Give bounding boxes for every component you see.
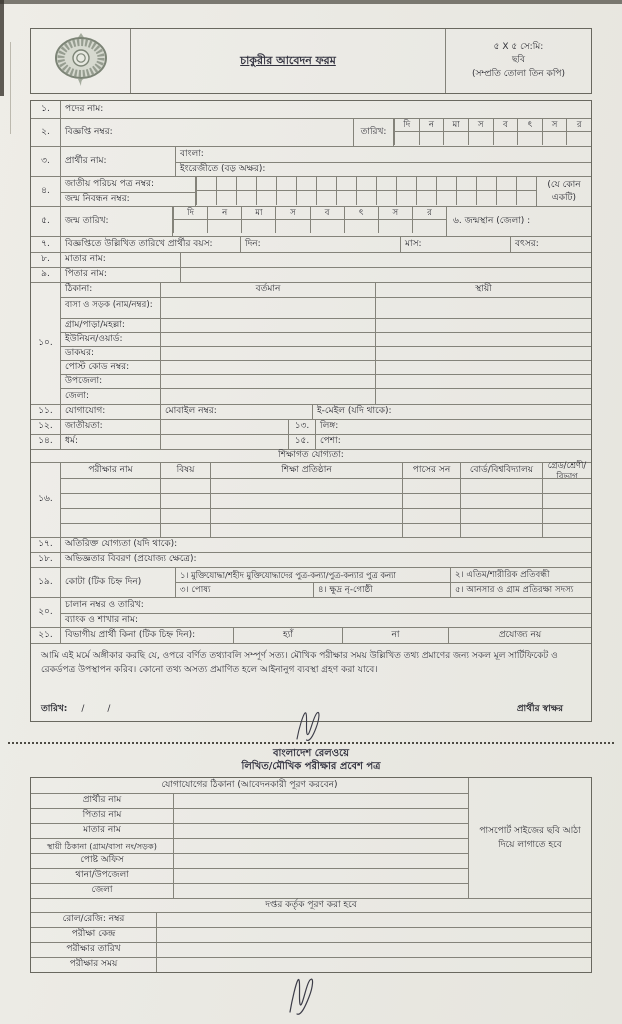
digit-box bbox=[396, 177, 416, 191]
digit-box bbox=[356, 191, 376, 205]
education-cell bbox=[61, 479, 161, 493]
education-cell bbox=[211, 524, 403, 537]
office-row bbox=[31, 957, 591, 972]
passport-photo-instruction: পাসপোর্ট সাইজের ছবি আঠা দিয়ে লাগাতে হবে bbox=[468, 778, 591, 898]
education-cell bbox=[461, 524, 543, 537]
row-number: ৯. bbox=[31, 268, 61, 282]
row-number: ৮. bbox=[31, 253, 61, 267]
row-extra-qualification bbox=[31, 537, 591, 552]
age-months-label: মাস: bbox=[401, 237, 511, 252]
column-header: বিষয় bbox=[161, 463, 211, 478]
experience-label: অভিজ্ঞতার বিবরণ (প্রযোজ্য ক্ষেত্রে): bbox=[65, 554, 197, 565]
digit-box bbox=[456, 177, 476, 191]
education-cell bbox=[543, 524, 591, 537]
gender-label: লিঙ্গ: bbox=[320, 421, 339, 432]
cut-line-separator bbox=[8, 742, 614, 744]
applicant-name-label: প্রার্থীর নাম: bbox=[61, 147, 176, 176]
contact-label: যোগাযোগ: bbox=[61, 405, 161, 419]
admit-card-table bbox=[30, 777, 592, 973]
extra-qualification-label: অতিরিক্ত যোগ্যতা (যদি থাকে): bbox=[65, 539, 178, 550]
date-letter-box: ৎ bbox=[344, 207, 378, 220]
digit-box bbox=[256, 191, 276, 205]
page-title: চাকুরীর আবেদন ফরম bbox=[240, 54, 336, 68]
row-number: ১৪. bbox=[31, 435, 61, 449]
logo-cell bbox=[31, 29, 131, 93]
education-cell bbox=[403, 509, 461, 523]
address-row-label: পোস্ট কোড নম্বর: bbox=[61, 361, 161, 374]
option-no: না bbox=[343, 628, 449, 643]
row-applicant-name bbox=[31, 146, 591, 176]
row-contact bbox=[31, 404, 591, 419]
education-cell bbox=[543, 479, 591, 493]
row-quota bbox=[31, 567, 591, 597]
address-row-label: গ্রাম/পাড়া/মহল্লা: bbox=[61, 319, 161, 332]
religion-field bbox=[161, 435, 289, 449]
date-letter-grid bbox=[394, 119, 591, 146]
profession-label: পেশা: bbox=[320, 436, 341, 447]
quota-option-4: ৪। ক্ষুদ্র নৃ-গোষ্ঠী bbox=[314, 583, 451, 598]
row-nationality bbox=[31, 419, 591, 434]
quota-option-row bbox=[176, 582, 591, 598]
education-cell bbox=[161, 479, 211, 493]
education-row bbox=[61, 478, 591, 493]
mother-name-label: মাতার নাম: bbox=[61, 253, 181, 267]
row-number: ১৭. bbox=[31, 538, 61, 552]
row-number: ৫. bbox=[31, 207, 61, 236]
row-circular-number bbox=[31, 118, 591, 146]
contact-section-header: যোগাযোগের ঠিকানা (আবেদনকারী পূরণ করবেন) bbox=[161, 779, 338, 790]
row-nid-birthreg bbox=[31, 176, 591, 206]
contact-row-label: প্রার্থীর নাম bbox=[31, 794, 174, 808]
office-field bbox=[157, 943, 591, 957]
present-field bbox=[161, 389, 376, 404]
birthdate-grid bbox=[173, 207, 446, 236]
digit-box bbox=[276, 177, 296, 191]
row-number: ১৬. bbox=[31, 463, 61, 537]
permanent-field bbox=[376, 389, 591, 404]
applicant-signature-label: প্রার্থীর স্বাক্ষর bbox=[516, 703, 563, 714]
education-row bbox=[61, 523, 591, 537]
date-letter-box: র bbox=[412, 207, 446, 220]
mobile-label: মোবাইল নম্বর: bbox=[161, 405, 313, 419]
row-number: ১. bbox=[31, 101, 61, 118]
contact-field bbox=[174, 794, 468, 808]
digit-box bbox=[416, 177, 436, 191]
contact-left bbox=[31, 778, 468, 898]
application-form-table bbox=[30, 100, 592, 722]
column-header: শিক্ষা প্রতিষ্ঠান bbox=[211, 463, 403, 478]
photo-size: ৫ X ৫ সে:মি: bbox=[493, 42, 544, 53]
name-english-label: ইংরেজীতে (বড় অক্ষর): bbox=[176, 162, 591, 176]
contact-section bbox=[31, 778, 591, 898]
education-cell bbox=[403, 494, 461, 508]
date-letter-box: দি bbox=[173, 207, 207, 220]
address-row-label: জেলা: bbox=[61, 389, 161, 404]
row-address bbox=[31, 282, 591, 404]
date-letter-box: মা bbox=[443, 119, 468, 132]
digit-box bbox=[496, 177, 516, 191]
office-row-label: পরীক্ষার সময় bbox=[31, 958, 157, 972]
date-entry-box bbox=[173, 220, 207, 233]
father-name-label: পিতার নাম: bbox=[61, 268, 181, 282]
digit-box bbox=[436, 177, 456, 191]
contact-row-label: জেলা bbox=[31, 884, 174, 898]
organization-name: বাংলাদেশ রেলওয়ে bbox=[272, 748, 350, 759]
digit-box bbox=[356, 177, 376, 191]
contact-row bbox=[31, 868, 468, 883]
column-header: পরীক্ষার নাম bbox=[61, 463, 161, 478]
present-field bbox=[161, 375, 376, 388]
circular-number-label: বিজ্ঞপ্তি নম্বর: bbox=[61, 119, 354, 146]
email-label: ই-মেইল (যদি থাকে): bbox=[317, 406, 392, 417]
row-father-name bbox=[31, 267, 591, 282]
row-post-name bbox=[31, 101, 591, 118]
office-row-label: পরীক্ষা কেন্দ্র bbox=[31, 928, 157, 942]
contact-row-label: থানা/উপজেলা bbox=[31, 869, 174, 883]
digit-box bbox=[336, 191, 356, 205]
age-label: বিজ্ঞপ্তিতে উল্লিখিত তারিখে প্রার্থীর বয়স: bbox=[61, 237, 241, 252]
contact-row bbox=[31, 793, 468, 808]
contact-row bbox=[31, 883, 468, 898]
date-label: তারিখ: bbox=[41, 703, 68, 714]
digit-box bbox=[316, 177, 336, 191]
option-not-applicable: প্রযোজ্য নয় bbox=[498, 629, 542, 640]
education-cell bbox=[461, 509, 543, 523]
date-letter-box: র bbox=[566, 119, 591, 132]
date-entry-box bbox=[310, 220, 344, 233]
office-field bbox=[157, 913, 591, 927]
contact-field bbox=[174, 884, 468, 898]
digit-box bbox=[196, 191, 216, 205]
digit-box bbox=[316, 191, 336, 205]
row-religion bbox=[31, 434, 591, 449]
contact-field bbox=[174, 854, 468, 868]
address-row bbox=[61, 332, 591, 346]
education-cell bbox=[161, 509, 211, 523]
nationality-field bbox=[161, 420, 289, 434]
date-slashes: / / bbox=[81, 703, 111, 714]
education-cell bbox=[211, 494, 403, 508]
permanent-field bbox=[376, 375, 591, 388]
office-field bbox=[157, 958, 591, 972]
education-cell bbox=[543, 494, 591, 508]
row-number: ১৯. bbox=[31, 568, 61, 597]
row-number: ২০. bbox=[31, 598, 61, 627]
father-name-field bbox=[181, 268, 591, 282]
permanent-field bbox=[376, 319, 591, 332]
age-years-label: বৎসর: bbox=[515, 238, 539, 249]
office-row bbox=[31, 942, 591, 957]
date-letter-box: স bbox=[275, 207, 309, 220]
row-number: ১৫. bbox=[289, 435, 316, 449]
education-cell bbox=[161, 524, 211, 537]
address-block bbox=[61, 283, 591, 404]
date-letter-box: স bbox=[378, 207, 412, 220]
digit-box bbox=[276, 191, 296, 205]
photo-instruction-box bbox=[445, 29, 591, 93]
contact-row bbox=[31, 838, 468, 853]
date-entry-box bbox=[443, 132, 468, 145]
present-field bbox=[161, 298, 376, 318]
office-row bbox=[31, 912, 591, 927]
date-entry-box bbox=[275, 220, 309, 233]
digit-box bbox=[256, 177, 276, 191]
digit-box bbox=[236, 191, 256, 205]
permanent-field bbox=[376, 333, 591, 346]
address-row-label: ডাকঘর: bbox=[61, 347, 161, 360]
row-number: ৪. bbox=[31, 177, 61, 206]
name-entry-area bbox=[176, 147, 591, 176]
contact-row-label: মাতার নাম bbox=[31, 824, 174, 838]
signature-mark bbox=[294, 710, 324, 742]
bank-branch-label: ব্যাংক ও শাখার নাম: bbox=[61, 613, 591, 627]
date-letter-box: মা bbox=[241, 207, 275, 220]
digit-box bbox=[436, 191, 456, 205]
challan-number-label: চালান নম্বর ও তারিখ: bbox=[65, 599, 144, 610]
education-cell bbox=[161, 494, 211, 508]
row-birthdate bbox=[31, 206, 591, 236]
permanent-field bbox=[376, 361, 591, 374]
education-row bbox=[61, 508, 591, 523]
education-cell bbox=[403, 524, 461, 537]
birthplace-label: ৬. জন্মস্থান (জেলা) : bbox=[446, 207, 591, 236]
row-number: ৩. bbox=[31, 147, 61, 176]
id-labels bbox=[61, 177, 196, 206]
digit-box bbox=[236, 177, 256, 191]
date-letter-box: ন bbox=[207, 207, 241, 220]
digit-box bbox=[456, 191, 476, 205]
date-letter-box: ব bbox=[310, 207, 344, 220]
date-letter-box: ৎ bbox=[517, 119, 542, 132]
departmental-label: বিভাগীয় প্রার্থী কিনা (টিক চিহ্ন দিন): bbox=[61, 628, 234, 643]
railway-emblem-icon bbox=[50, 32, 112, 90]
digit-box bbox=[496, 191, 516, 205]
contact-row-label: স্থায়ী ঠিকানা (গ্রাম/বাসা নং/সড়ক) bbox=[31, 839, 174, 853]
birthreg-label: জন্ম নিবন্ধন নম্বর: bbox=[61, 192, 195, 206]
row-number: ১০. bbox=[31, 283, 61, 404]
date-entry-box bbox=[493, 132, 518, 145]
post-name-label: পদের নাম: bbox=[65, 103, 104, 114]
column-header: বোর্ড/বিশ্ববিদ্যালয় bbox=[461, 463, 543, 478]
contact-row bbox=[31, 853, 468, 868]
date-entry-box bbox=[566, 132, 591, 145]
digit-box bbox=[516, 191, 536, 205]
address-row bbox=[61, 318, 591, 332]
quota-option-5: ৫। আনসার ও গ্রাম প্রতিরক্ষা সদস্য bbox=[455, 585, 574, 596]
row-number: ১৮. bbox=[31, 553, 61, 567]
date-entry-box bbox=[394, 132, 419, 145]
row-education bbox=[31, 462, 591, 537]
education-row bbox=[61, 493, 591, 508]
date-entry-box bbox=[241, 220, 275, 233]
row-number: ২. bbox=[31, 119, 61, 146]
digit-box bbox=[296, 177, 316, 191]
present-field bbox=[161, 361, 376, 374]
signature-mark bbox=[286, 976, 320, 1018]
row-experience bbox=[31, 552, 591, 567]
address-row-label: ইউনিয়ন/ওয়ার্ড: bbox=[61, 333, 161, 346]
option-yes: হ্যাঁ bbox=[234, 628, 343, 643]
contact-field bbox=[174, 839, 468, 853]
row-number: ১১. bbox=[31, 405, 61, 419]
date-letter-box: ব bbox=[493, 119, 518, 132]
date-entry-box bbox=[517, 132, 542, 145]
row-number: ১২. bbox=[31, 420, 61, 434]
office-row-label: পরীক্ষার তারিখ bbox=[31, 943, 157, 957]
office-field bbox=[157, 928, 591, 942]
photo-word: ছবি bbox=[511, 55, 526, 66]
scan-fold-line bbox=[10, 42, 11, 134]
column-header: পাসের সন bbox=[403, 463, 461, 478]
date-entry-box bbox=[542, 132, 567, 145]
contact-row bbox=[31, 823, 468, 838]
contact-field bbox=[174, 869, 468, 883]
religion-label: ধর্ম: bbox=[61, 435, 161, 449]
contact-field bbox=[174, 809, 468, 823]
address-row bbox=[61, 297, 591, 318]
education-cell bbox=[543, 509, 591, 523]
address-header bbox=[61, 283, 591, 297]
digit-box bbox=[196, 177, 216, 191]
row-mother-name bbox=[31, 252, 591, 267]
education-cell bbox=[61, 509, 161, 523]
date-entry-box bbox=[344, 220, 378, 233]
date-entry-box bbox=[412, 220, 446, 233]
education-section-title: শিক্ষাগত যোগ্যতা: bbox=[31, 449, 591, 462]
address-row bbox=[61, 388, 591, 404]
education-cell bbox=[211, 509, 403, 523]
permanent-field bbox=[376, 298, 591, 318]
date-entry-box bbox=[419, 132, 444, 145]
contact-row-label: পিতার নাম bbox=[31, 809, 174, 823]
row-age bbox=[31, 236, 591, 252]
digit-box bbox=[516, 177, 536, 191]
quota-options bbox=[176, 568, 591, 597]
date-entry-box bbox=[378, 220, 412, 233]
education-cell bbox=[211, 479, 403, 493]
address-row-label: উপজেলা: bbox=[61, 375, 161, 388]
date-entry-box bbox=[207, 220, 241, 233]
digit-box bbox=[336, 177, 356, 191]
quota-option-3: ৩। পোষ্য bbox=[176, 583, 314, 598]
date-letter-box: দি bbox=[394, 119, 419, 132]
admit-card-title: লিখিত/মৌখিক পরীক্ষার প্রবেশ পত্র bbox=[241, 761, 381, 772]
date-letter-box: ন bbox=[419, 119, 444, 132]
office-row-label: রোল/রেজি: নম্বর bbox=[31, 913, 157, 927]
column-header: গ্রেড/শ্রেণী/বিভাগ bbox=[547, 460, 587, 481]
permanent-field bbox=[376, 347, 591, 360]
form-header bbox=[30, 28, 592, 94]
education-cell bbox=[461, 494, 543, 508]
education-header-row bbox=[61, 460, 591, 481]
quota-label: কোটা (টিক চিহ্ন দিন) bbox=[61, 568, 176, 597]
scan-edge-artifact bbox=[0, 0, 4, 96]
contact-row bbox=[31, 808, 468, 823]
education-cell bbox=[61, 524, 161, 537]
name-bangla-label: বাংলা: bbox=[180, 148, 204, 159]
present-column-header: বর্তমান bbox=[161, 283, 376, 297]
address-row bbox=[61, 360, 591, 374]
digit-box bbox=[216, 191, 236, 205]
contact-field bbox=[174, 824, 468, 838]
photo-copies: (সম্প্রতি তোলা তিন কপি) bbox=[471, 68, 566, 79]
date-letter-box: স bbox=[468, 119, 493, 132]
education-cell bbox=[403, 479, 461, 493]
address-row bbox=[61, 374, 591, 388]
present-field bbox=[161, 319, 376, 332]
address-row bbox=[61, 346, 591, 360]
digit-box bbox=[396, 191, 416, 205]
quota-option-1: ১। মুক্তিযোদ্ধা/শহীদ মুক্তিযোদ্ধাদের পুত্র-কন্যা/পুত্র-কন্যার পুত্র কন্যা bbox=[176, 568, 451, 582]
education-table bbox=[61, 460, 591, 537]
mother-name-field bbox=[181, 253, 591, 267]
row-challan bbox=[31, 597, 591, 627]
scan-edge-artifact bbox=[0, 0, 622, 4]
digit-box bbox=[376, 191, 396, 205]
quota-option-row bbox=[176, 568, 591, 582]
title-cell bbox=[131, 29, 445, 93]
office-section-header: দপ্তর কর্তৃক পূরণ করা হবে bbox=[31, 898, 591, 912]
row-number: ২১. bbox=[31, 628, 61, 643]
education-cell bbox=[461, 479, 543, 493]
date-letter-box: স bbox=[542, 119, 567, 132]
age-days-label: দিন: bbox=[241, 237, 401, 252]
permanent-column-header: স্থায়ী bbox=[475, 284, 492, 295]
date-entry-box bbox=[468, 132, 493, 145]
birthdate-label: জন্ম তারিখ: bbox=[61, 207, 173, 236]
contact-row-label: পোষ্ট অফিস bbox=[31, 854, 174, 868]
quota-option-2: ২। এতিম/শারীরিক প্রতিবন্ধী bbox=[455, 569, 550, 580]
digit-box bbox=[416, 191, 436, 205]
address-label: ঠিকানা: bbox=[61, 283, 161, 297]
either-one-note: (যে কোন একটি) bbox=[536, 177, 591, 206]
digit-box bbox=[296, 191, 316, 205]
office-row bbox=[31, 927, 591, 942]
nid-label: জাতীয় পরিচয় পত্র নম্বর: bbox=[65, 178, 155, 189]
row-number: ১৩. bbox=[289, 420, 316, 434]
id-digit-grid bbox=[196, 177, 536, 206]
row-departmental bbox=[31, 627, 591, 643]
digit-box bbox=[476, 177, 496, 191]
present-field bbox=[161, 347, 376, 360]
address-row-label: বাসা ও সড়ক (নাম/নম্বর): bbox=[61, 298, 161, 318]
date-label: তারিখ: bbox=[354, 119, 394, 146]
digit-box bbox=[376, 177, 396, 191]
digit-box bbox=[476, 191, 496, 205]
present-field bbox=[161, 333, 376, 346]
declaration-text: আমি এই মর্মে অঙ্গীকার করছি যে, ওপরে বর্ণিত তথ্যাবলি সম্পূর্ণ সত্য। মৌখিক পরীক্ষার সময় উল্লিখিত তথ্য প্রমাণের জন্য সকল মূল সার্টিফিকেট ও রেকর্ডপত্র উপস্থাপন করিব। কোনো তথ্য অসত্য প্রমাণিত হলে আইনানুগ ব্যবস্থা গ্রহণ করা যাবে। bbox=[41, 651, 558, 675]
challan-block bbox=[61, 598, 591, 627]
row-number: ৭. bbox=[31, 237, 61, 252]
nationality-label: জাতীয়তা: bbox=[61, 420, 161, 434]
digit-box bbox=[216, 177, 236, 191]
education-cell bbox=[61, 494, 161, 508]
